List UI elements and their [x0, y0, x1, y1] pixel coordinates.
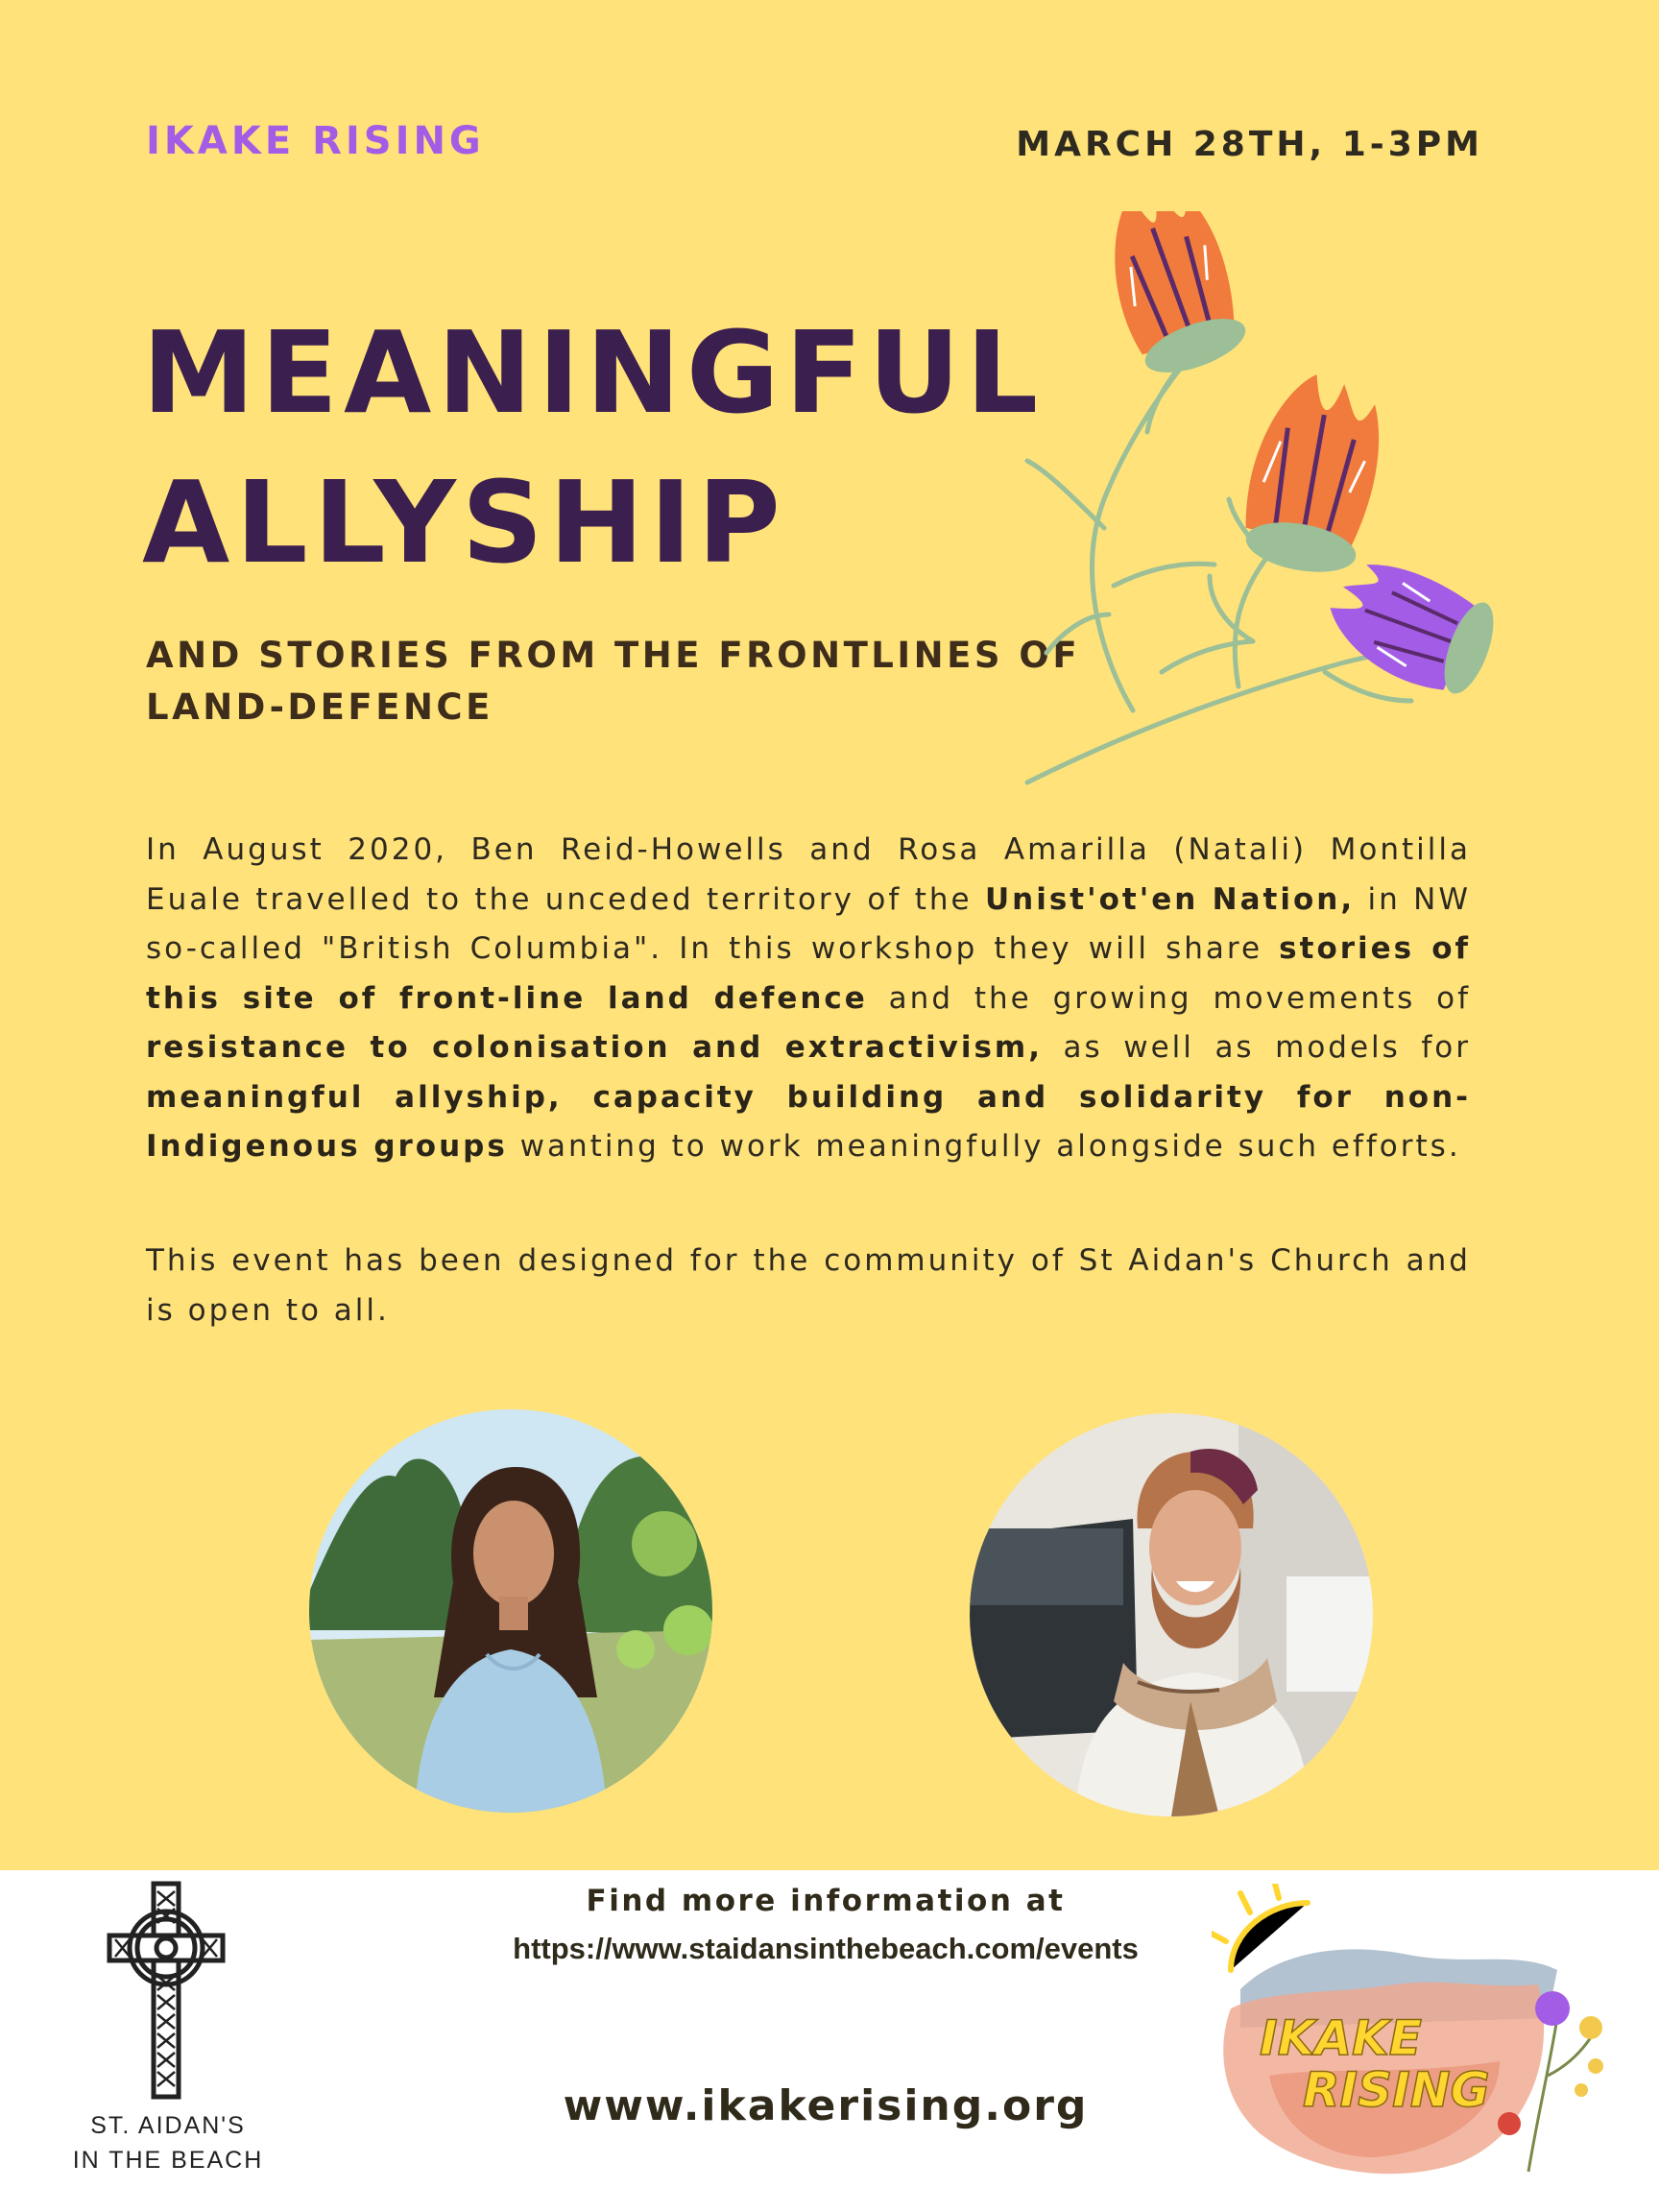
desc-bold-4: meaningful allyship, capacity building and solidarity for non-Indigenous groups	[146, 1079, 1471, 1164]
org-name: IKAKE RISING	[146, 119, 485, 163]
desc-text-1: In August 2020, Ben Reid-Howells and Rosa Amarilla (Natali) Montilla Euale travelled to the unceded territory of the	[146, 832, 1471, 917]
website-link[interactable]: www.ikakerising.org	[563, 2081, 1089, 2130]
events-url-link[interactable]: https://www.staidansinthebeach.com/events	[513, 1932, 1139, 1965]
flower-illustration-icon	[1018, 211, 1603, 806]
church-name-line-2: IN THE BEACH	[72, 2147, 264, 2174]
title-line-2: ALLYSHIP	[142, 456, 786, 589]
desc-text-4: as well as models for	[1043, 1030, 1471, 1065]
logo-text-line-1: IKAKE	[1260, 2010, 1422, 2066]
desc-bold-3: resistance to colonisation and extractivism,	[146, 1030, 1043, 1065]
event-audience-note: This event has been designed for the community of St Aidan's Church and is open to all.	[146, 1243, 1471, 1328]
desc-text-5: wanting to work meaningfully alongside such efforts.	[507, 1129, 1461, 1164]
ikake-rising-logo	[1212, 1884, 1615, 2191]
speaker-photo-ben-image	[970, 1413, 1373, 1816]
event-subtitle	[146, 630, 1125, 733]
speaker-photo-rosa	[309, 1409, 712, 1813]
subtitle-line-2: LAND-DEFENCE	[146, 686, 493, 728]
desc-text-3: and the growing movements of	[867, 980, 1471, 1016]
subtitle-line-1: AND STORIES FROM THE FRONTLINES OF	[146, 635, 1081, 676]
desc-text-2: in NW so-called "British Columbia". In this workshop they will share	[146, 881, 1472, 966]
logo-text-line-2: RISING	[1303, 2062, 1490, 2118]
event-description	[146, 826, 1471, 1172]
event-date: MARCH 28TH, 1-3PM	[1016, 125, 1483, 164]
event-title	[142, 298, 1044, 597]
title-line-1: MEANINGFUL	[142, 306, 1045, 439]
desc-bold-2: stories of this site of front-line land defence	[146, 931, 1471, 1016]
church-name-line-1: ST. AIDAN'S	[90, 2112, 246, 2139]
church-name	[58, 2108, 278, 2177]
speaker-photo-ben	[970, 1413, 1373, 1816]
more-info-text: Find more information at	[586, 1884, 1066, 1918]
celtic-cross-icon	[104, 1880, 228, 2101]
desc-bold-1: Unist'ot'en Nation,	[984, 881, 1356, 917]
speaker-photo-rosa-image	[309, 1409, 712, 1813]
